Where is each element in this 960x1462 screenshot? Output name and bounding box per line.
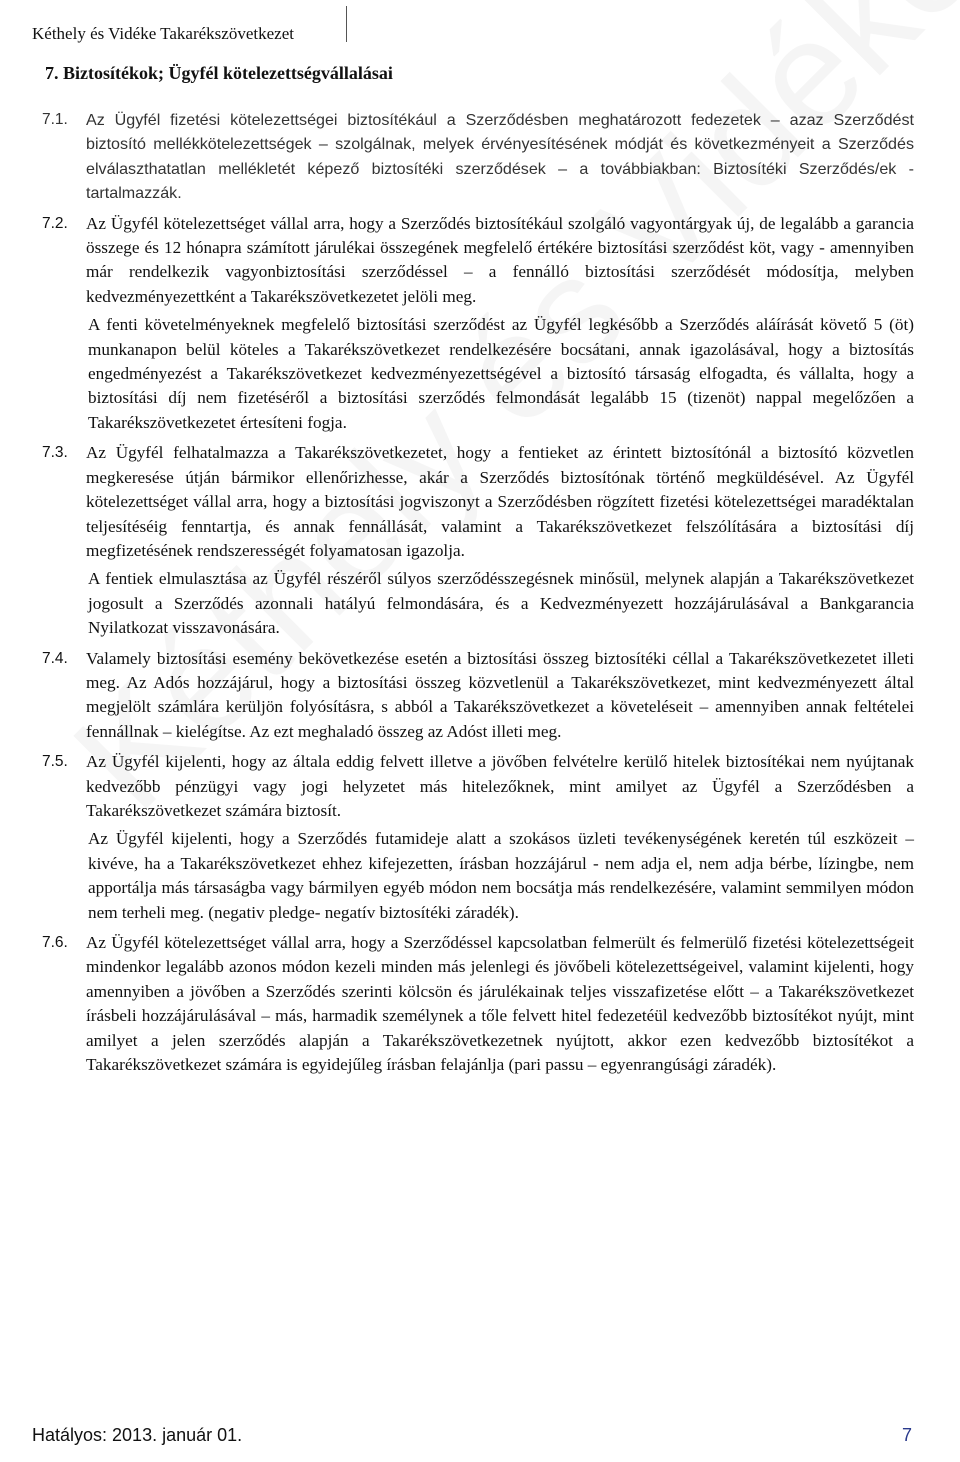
page-number: 7 bbox=[901, 1425, 912, 1445]
clause-7-6 bbox=[42, 931, 914, 1077]
clause-text: Az Ügyfél kötelezettséget vállal arra, hogy a Szerződéssel kapcsolatban felmerült és felmerülő fizetési kötelezettségeit mindenkor legalább azonos módon kezeli minden más jelenlegi és jövőbeli kötelezettségeivel, valamint kijelenti, hogy amennyiben a jövőben a Szerződés szerinti kölcsön és járulékainak teljes visszafizetése előtt – a Takarékszövetkezet írásbeli hozzájárulásával – más, harmadik személynek a tőle felvett hitel fedezetéül kedvezőbb biztosítékot nyújt, mint amilyet a jelen szerződés alapján a Takarékszövetkezetnek nyújtott, akkor ezen kedvezőbb biztosítékot a Takarékszövetkezet számára is egyidejűleg írásban felajánlja (pari passu – egyenrangúsági záradék). bbox=[86, 933, 914, 1075]
section-title: 7. Biztosítékok; Ügyfél kötelezettségvállalásai bbox=[45, 63, 393, 83]
clause-7-5-sub: Az Ügyfél kijelenti, hogy a Szerződés futamideje alatt a szokásos üzleti tevékenységének keretén túl eszközeit – kivéve, ha a Takarékszövetkezet ehhez kifejezetten, írásban hozzájárul - nem adja el, nem adja bérbe, lízingbe, nem apportálja más társaságba vagy bármilyen egyéb módon nem bocsátja más rendelkezésére, valamint semmilyen módon nem terheli meg. (negativ pledge- negatív biztosítéki záradék). bbox=[88, 829, 914, 922]
clause-number: 7.5. bbox=[42, 753, 68, 771]
clause-7-2-sub: A fenti követelményeknek megfelelő biztosítási szerződést az Ügyfél legkésőbb a Szerződés aláírását követő 5 (öt) munkanapon belül köteles a Takarékszövetkezet rendelkezésére bocsátani, annak igazolásával, hogy a biztosítás engedményezést a Takarékszövetkezet kedvezményezettségével a biztosító társaság elfogadta, és vállalta, hogy a biztosítási díj nem fizetéséről a biztosítási szerződés felmondását legalább 15 (tizenöt) nappal megelőzően a Takarékszövetkezetet értesíteni fogja. bbox=[88, 315, 914, 432]
clause-7-4 bbox=[42, 647, 914, 745]
clause-number: 7.2. bbox=[42, 214, 68, 232]
clause-number: 7.1. bbox=[42, 111, 68, 128]
clause-7-3 bbox=[42, 441, 914, 563]
clause-number: 7.3. bbox=[42, 444, 68, 462]
clause-7-2 bbox=[42, 212, 914, 310]
footer-effective-date: Hatályos: 2013. január 01. bbox=[32, 1425, 243, 1445]
clause-number: 7.6. bbox=[42, 934, 68, 951]
document-header: Kéthely és Vidéke Takarékszövetkezet bbox=[32, 24, 294, 43]
clause-7-1 bbox=[42, 108, 914, 206]
clause-text: Az Ügyfél felhatalmazza a Takarékszövetkezetet, hogy a fentieket az érintett biztosítónál a biztosító közvetlen megkeresése útján bármikor ellenőrizhesse, akár a Szerződés biztosítónak történő megküldésével. Az Ügyfél kötelezettséget vállal arra, hogy a biztosítási jogviszonyt a Szerződésben rögzített fizetési kötelezettségei maradéktalan teljesítéséig fenntartja, és annak fennállását, valamint a Takarékszövetkezet felszólítására a biztosítási díj megfizetésének rendszerességét folyamatosan igazolja. bbox=[86, 443, 914, 560]
clause-text: Az Ügyfél kijelenti, hogy az általa eddig felvett illetve a jövőben felvételre kerülő hitelek biztosítékai nem nyújtanak kedvezőbb pénzügyi vagy jogi helyzetet más hitelezőknek, mint amilyet az Ügyfél a Szerződésben a Takarékszövetkezet számára biztosít. bbox=[86, 752, 914, 820]
clause-text: Az Ügyfél kötelezettséget vállal arra, hogy a Szerződés biztosítékául szolgáló vagyontárgyak új, de legalább a garancia összege és 12 hónapra számított járulékai összegének megfelelő értékére biztosítási szerződést köt, vagy - amennyiben már rendelkezik vagyonbiztosítási szerződéssel – a fennálló biztosítási szerződését módosítja, melyben kedvezményezettként a Takarékszövetkezetet jelöli meg. bbox=[86, 213, 914, 306]
clause-text: Valamely biztosítási esemény bekövetkezése esetén a biztosítási összeg biztosítéki céllal a Takarékszövetkezetet illeti meg. Az Adós hozzájárul, hogy a biztosítási összeg közvetlenül a Takarékszövetkezet, mint kedvezményezett által megjelölt számlára kerüljön folyósításra, s abból a Takarékszövetkezet a követeléseit – amennyiben annak feltételei fennállnak – kielégítse. Az ezt meghaladó összeg az Adóst illeti meg. bbox=[86, 648, 914, 741]
document-body bbox=[42, 108, 914, 1077]
clause-7-5 bbox=[42, 750, 914, 823]
header-divider bbox=[346, 6, 347, 42]
clause-7-3-sub: A fentiek elmulasztása az Ügyfél részéről súlyos szerződésszegésnek minősül, melynek alapján a Takarékszövetkezet jogosult a Szerződés azonnali hatályú felmondására, és a Kedvezményezett hozzájárulásával a Bankgarancia Nyilatkozat visszavonására. bbox=[88, 569, 914, 638]
clause-number: 7.4. bbox=[42, 649, 68, 667]
clause-text: Az Ügyfél fizetési kötelezettségei biztosítékául a Szerződésben meghatározott fedezetek – azaz Szerződést biztosító mellékkötelezettségek – szolgálnak, melyek érvényesítésének módját és következményeit a Szerződés elválaszthatatlan mellékletét képező biztosítéki szerződések – a továbbiakban: Biztosítéki Szerződés/ek - tartalmazzák. bbox=[86, 111, 914, 203]
